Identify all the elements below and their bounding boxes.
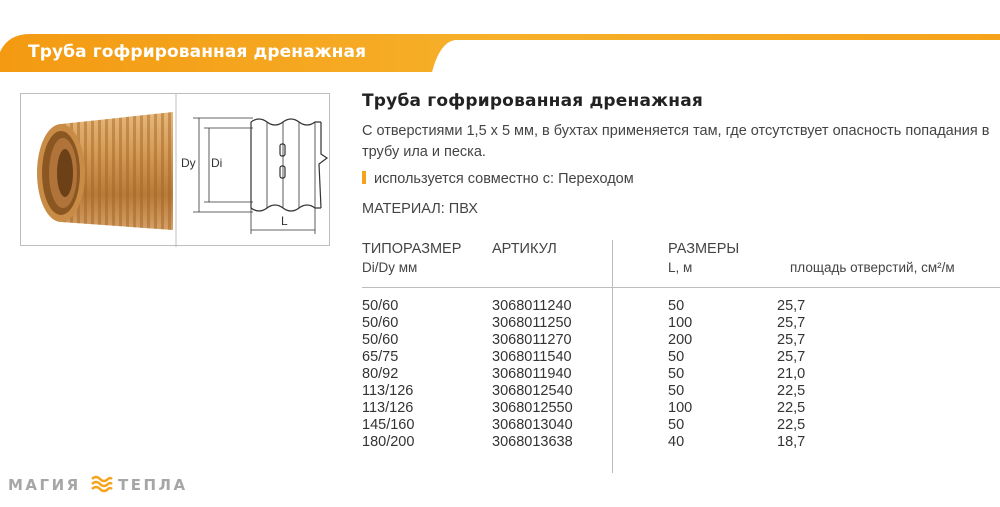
cell-area: 22,5	[777, 383, 806, 399]
cell-size: 113/126	[362, 400, 414, 416]
cell-length: 100	[668, 315, 693, 331]
material-line: МАТЕРИАЛ: ПВХ	[362, 201, 478, 217]
column-divider	[612, 240, 613, 473]
di-label: Di	[211, 156, 223, 170]
cell-length: 50	[668, 366, 685, 382]
cell-length: 50	[668, 417, 685, 433]
cell-length: 50	[668, 349, 685, 365]
cell-length: 200	[668, 332, 693, 348]
logo-text-left: МАГИЯ	[8, 476, 81, 494]
pipe-drawing	[193, 118, 327, 234]
pipe-photo	[37, 112, 173, 230]
product-title: Труба гофрированная дренажная	[362, 91, 703, 111]
cell-size: 180/200	[362, 434, 415, 450]
product-description: С отверстиями 1,5 х 5 мм, в бухтах применяется там, где отсутствует опасность попадания в трубу ила и песка.	[362, 123, 990, 160]
flame-icon	[89, 471, 115, 497]
banner-title: Труба гофрированная дренажная	[28, 42, 367, 62]
cell-area: 25,7	[777, 298, 806, 314]
cell-size: 50/60	[362, 332, 399, 348]
cell-area: 22,5	[777, 400, 806, 416]
cell-length: 50	[668, 298, 685, 314]
cell-area: 22,5	[777, 417, 806, 433]
cell-article: 3068012550	[492, 400, 573, 416]
cell-article: 3068011240	[492, 298, 572, 314]
cell-size: 80/92	[362, 366, 399, 382]
cell-article: 3068012540	[492, 383, 573, 399]
cell-size: 113/126	[362, 383, 414, 399]
cell-size: 50/60	[362, 298, 399, 314]
cell-length: 100	[668, 400, 693, 416]
header-article: АРТИКУЛ	[492, 241, 557, 257]
cell-article: 3068013638	[492, 434, 573, 450]
cell-length: 40	[668, 434, 685, 450]
cell-article: 3068011270	[492, 332, 572, 348]
length-label: L	[281, 214, 288, 228]
logo-text-right: ТЕПЛА	[118, 476, 188, 494]
cell-size: 145/160	[362, 417, 415, 433]
cell-area: 25,7	[777, 332, 806, 348]
cell-size: 50/60	[362, 315, 399, 331]
header-dims: РАЗМЕРЫ	[668, 241, 740, 257]
bullet-mark	[362, 171, 366, 184]
cell-area: 18,7	[777, 434, 806, 450]
header-area: площадь отверстий, см²/м	[790, 260, 955, 275]
header-size: ТИПОРАЗМЕР	[362, 241, 462, 257]
cell-article: 3068011540	[492, 349, 572, 365]
cell-length: 50	[668, 383, 685, 399]
cell-area: 21,0	[777, 366, 806, 382]
dy-label: Dy	[181, 156, 196, 170]
cell-article: 3068011940	[492, 366, 572, 382]
cell-area: 25,7	[777, 349, 806, 365]
cell-area: 25,7	[777, 315, 806, 331]
product-figure	[20, 93, 330, 246]
header-divider	[362, 287, 1000, 288]
header-length: L, м	[668, 260, 693, 275]
cell-size: 65/75	[362, 349, 399, 365]
cell-article: 3068013040	[492, 417, 573, 433]
compat-text: используется совместно с: Переходом	[374, 171, 634, 187]
cell-article: 3068011250	[492, 315, 572, 331]
compat-note	[362, 171, 634, 187]
header-size-sub: Di/Dy мм	[362, 260, 418, 275]
